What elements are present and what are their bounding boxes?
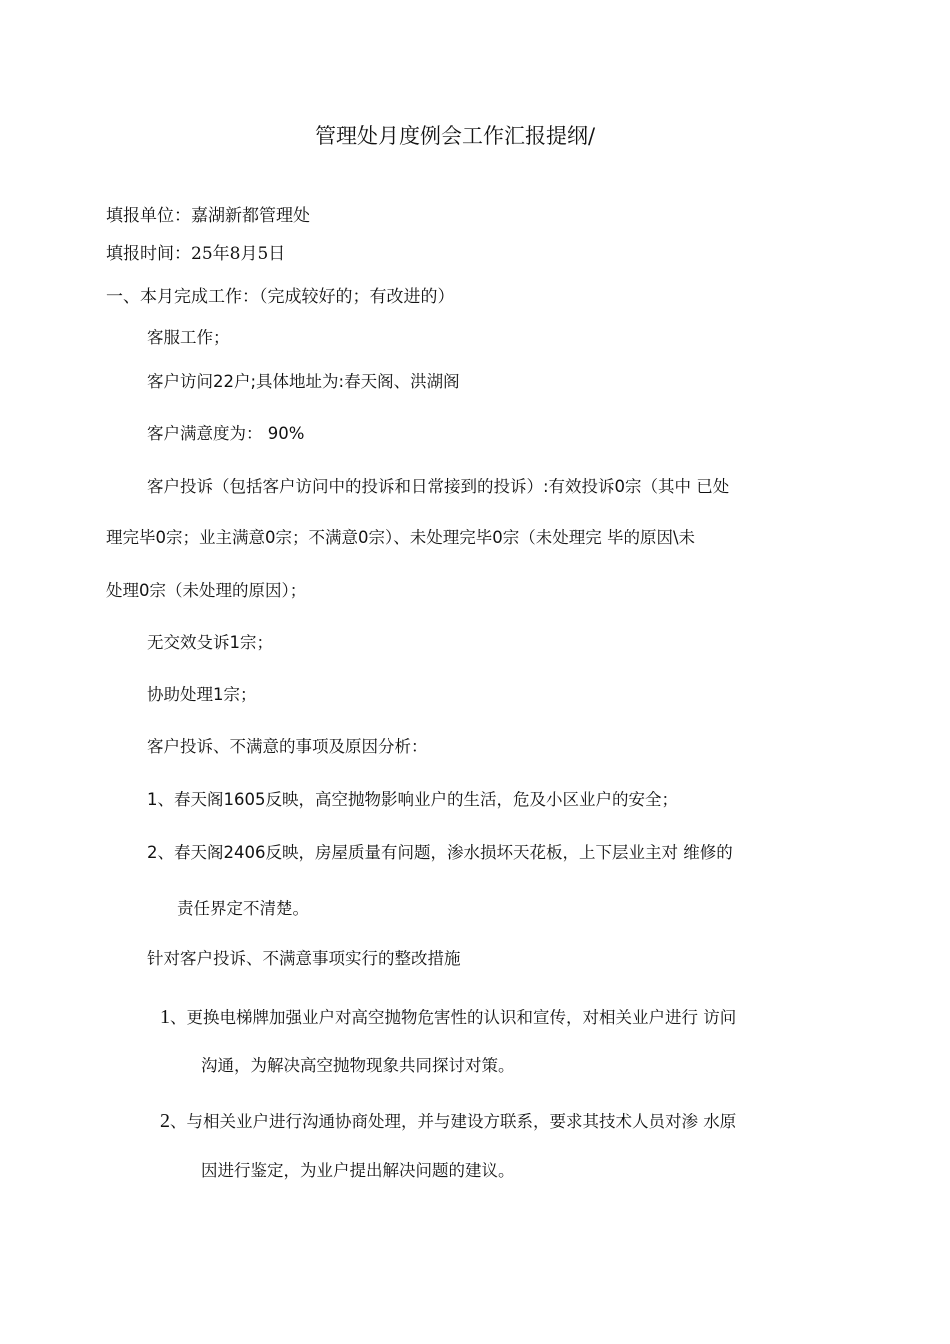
measure-item-continuation: 沟通，为解决高空抛物现象共同探讨对策。 (201, 1056, 515, 1075)
page-title: 管理处月度例会工作汇报提纲/ (315, 124, 596, 148)
measure-item (160, 1110, 736, 1133)
customer-satisfaction: 客户满意度为： 90% (147, 424, 305, 443)
fill-time: 填报时间：25年8月5日 (106, 244, 286, 264)
measures-heading: 针对客户投诉、不满意事项实行的整改措施 (147, 949, 461, 968)
measure-number: 1 (160, 1006, 170, 1028)
section-heading-completed-work: 一、本月完成工作：（完成较好的；有改进的） (106, 287, 455, 307)
fill-unit: 填报单位：嘉湖新都管理处 (106, 206, 310, 226)
complaints-line: 处理0宗（未处理的原因）； (106, 581, 307, 600)
measure-text: 、与相关业户进行沟通协商处理，并与建设方联系，要求其技术人员对渗 水原 (170, 1112, 737, 1131)
complaints-line: 客户投诉（包括客户访问中的投诉和日常接到的投诉）:有效投诉0宗（其中 已处 (147, 477, 730, 496)
invalid-complaints: 无交效殳诉1宗； (147, 633, 273, 652)
measure-number: 2 (160, 1110, 170, 1132)
complaints-line: 理完毕0宗；业主满意0宗；不满意0宗）、未处理完毕0宗（未处理完 毕的原因\未 (106, 528, 696, 547)
assisted-handling: 协助处理1宗； (147, 685, 257, 704)
measure-text: 、更换电梯牌加强业户对高空抛物危害性的认识和宣传，对相关业户进行 访问 (170, 1008, 737, 1027)
issue-item-continuation: 责任界定不清楚。 (177, 899, 309, 918)
analysis-heading: 客户投诉、不满意的事项及原因分析： (147, 737, 428, 756)
issue-item: 2、春天阁2406反映，房屋质量有问题，渗水损坏天花板，上下层业主对 维修的 (147, 843, 733, 862)
issue-item: 1、春天阁1605反映，高空抛物影响业户的生活，危及小区业户的安全； (147, 790, 678, 809)
measure-item (160, 1006, 736, 1029)
measure-item-continuation: 因进行鉴定，为业户提出解决问题的建议。 (201, 1161, 515, 1180)
customer-service-heading: 客服工作； (147, 328, 230, 347)
customer-visits: 客户访问22户;具体地址为:春天阁、洪湖阁 (147, 372, 460, 391)
